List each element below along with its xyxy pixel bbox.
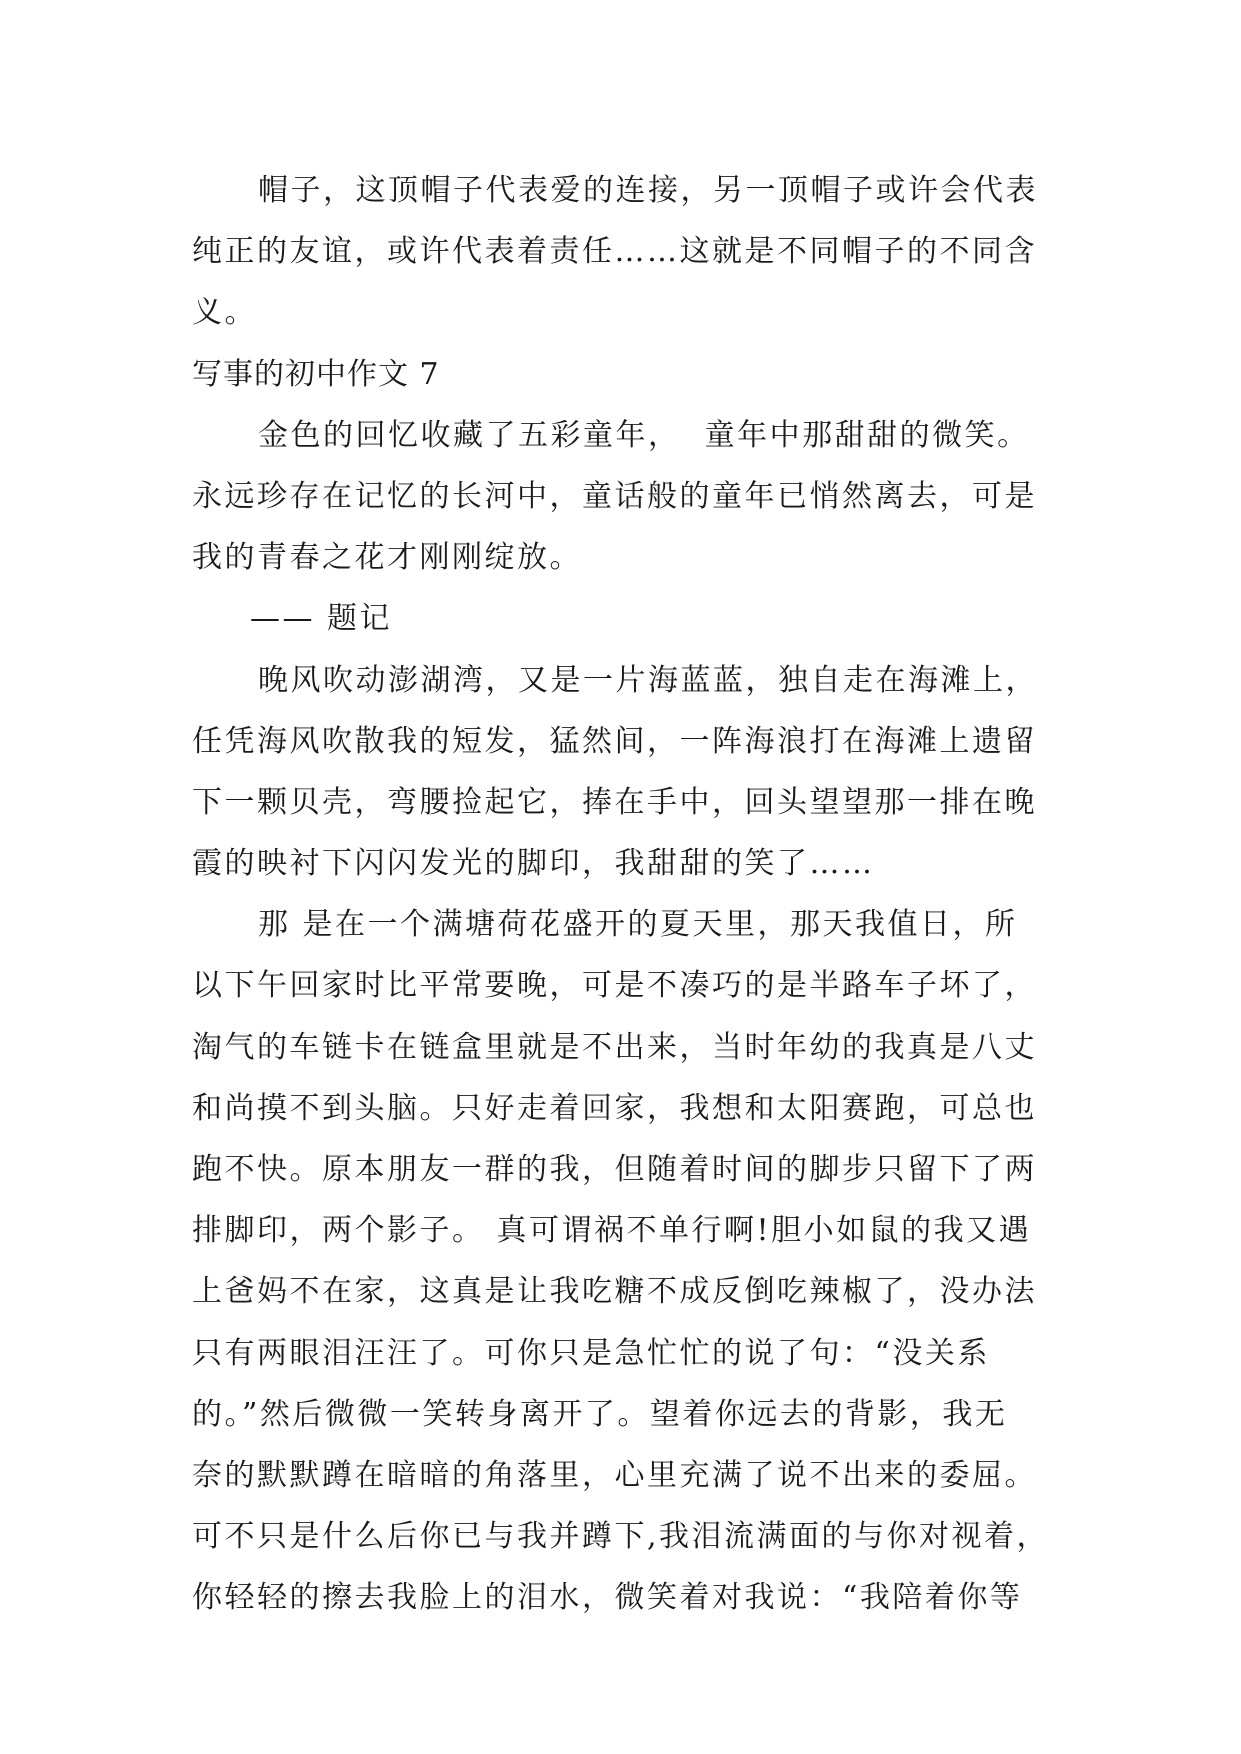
paragraph-intro — [192, 405, 1062, 589]
paragraph-hat-meaning — [192, 160, 1062, 344]
essay-heading: 写事的初中作文 7 — [192, 356, 440, 392]
text-line: 晚风吹动澎湖湾，又是一片海蓝蓝，独自走在海滩上， — [258, 662, 1038, 698]
text-line: 霞的映衬下闪闪发光的脚印，我甜甜的笑了…… — [192, 846, 875, 882]
text-line: 任凭海风吹散我的短发，猛然间，一阵海浪打在海滩上遗留 — [192, 723, 1037, 759]
epigraph-note: —— 题记 — [250, 601, 393, 637]
text-line: 的。”然后微微一笑转身离开了。望着你远去的背影，我无 — [192, 1396, 1008, 1432]
text-line: 永远珍存在记忆的长河中，童话般的童年已悄然离去，可是 — [192, 478, 1037, 514]
text-line: 义。 — [192, 295, 257, 331]
text-line: 跑不快。原本朋友一群的我，但随着时间的脚步只留下了两 — [192, 1152, 1037, 1187]
text-line: 和尚摸不到头脑。只好走着回家，我想和太阳赛跑，可总也 — [192, 1090, 1037, 1126]
text-line: 金色的回忆收藏了五彩童年， 童年中那甜甜的微笑。 — [258, 417, 1030, 453]
text-line: 排脚印，两个影子。 真可谓祸不单行啊!胆小如鼠的我又遇 — [192, 1213, 1032, 1249]
text-line: 淘气的车链卡在链盒里就是不出来，当时年幼的我真是八丈 — [192, 1029, 1037, 1065]
paragraph-beach — [192, 650, 1062, 895]
text-line: 纯正的友谊，或许代表着责任……这就是不同帽子的不同含 — [192, 234, 1037, 270]
text-line: 帽子，这顶帽子代表爱的连接，另一顶帽子或许会代表 — [258, 173, 1038, 208]
text-line: 上爸妈不在家，这真是让我吃糖不成反倒吃辣椒了，没办法 — [192, 1274, 1037, 1310]
text-line: 以下午回家时比平常要晚，可是不凑巧的是半路车子坏了， — [192, 968, 1037, 1004]
paragraph-story — [192, 894, 1062, 1628]
text-line: 可不只是什么后你已与我并蹲下,我泪流满面的与你对视着， — [192, 1519, 1050, 1555]
text-line: 我的青春之花才刚刚绽放。 — [192, 540, 582, 576]
text-line: 奈的默默蹲在暗暗的角落里，心里充满了说不出来的委屈。 — [192, 1457, 1037, 1493]
text-line: 那 是在一个满塘荷花盛开的夏天里，那天我值日，所 — [258, 907, 1018, 943]
text-line: 只有两眼泪汪汪了。可你只是急忙忙的说了句：“没关系 — [192, 1335, 990, 1371]
text-line: 你轻轻的擦去我脸上的泪水，微笑着对我说：“我陪着你等 — [192, 1580, 1023, 1616]
text-line: 下一颗贝壳，弯腰捡起它，捧在手中，回头望望那一排在晚 — [192, 784, 1037, 820]
document-body — [192, 160, 1062, 1629]
